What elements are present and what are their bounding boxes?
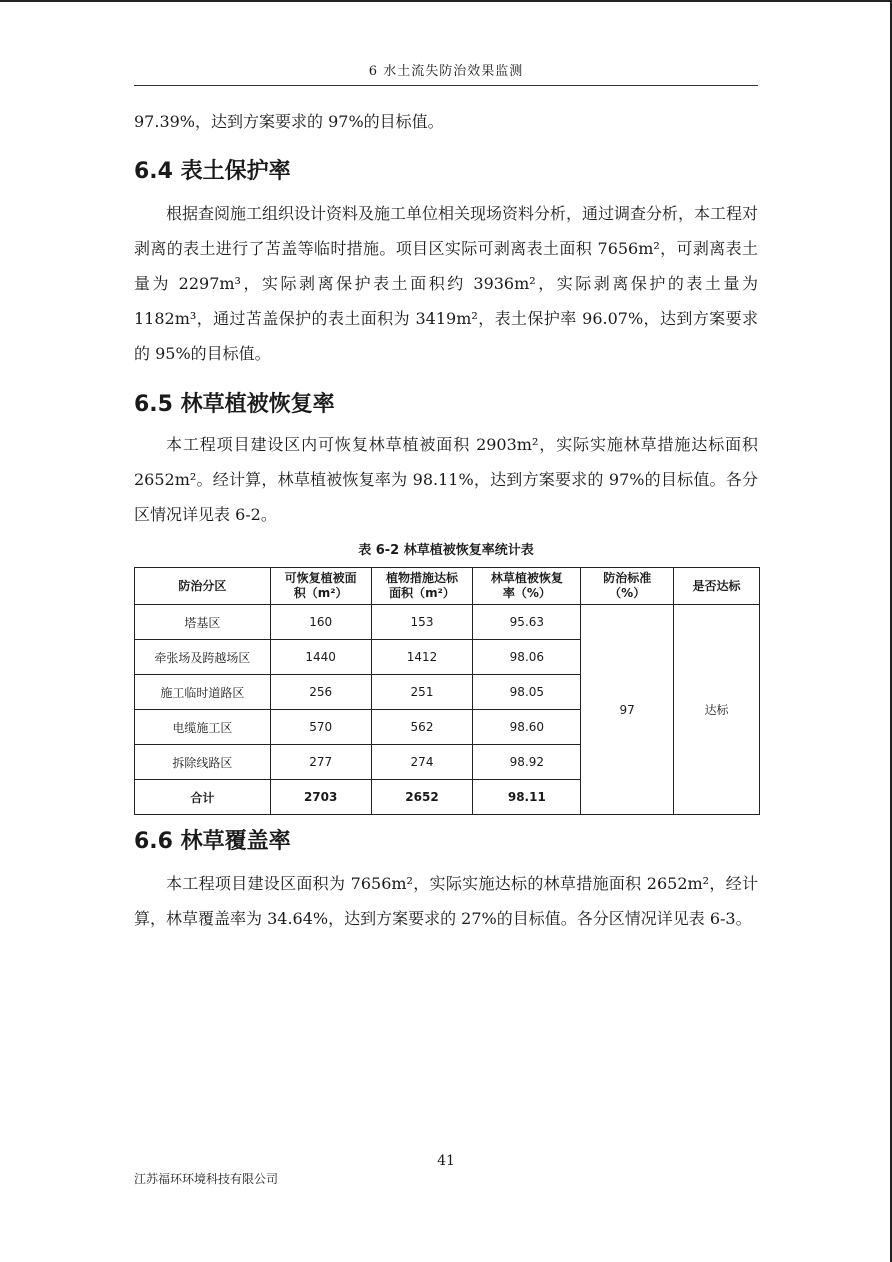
cell-rate: 98.92 [473,745,581,780]
header-standard-line2: （%） [609,586,646,600]
cell-restorable: 570 [270,710,371,745]
header-measure-area [371,568,473,605]
header-restorable-line1: 可恢复植被面 [284,571,357,585]
page-number: 41 [437,1153,455,1169]
section-6-4-body: 根据查阅施工组织设计资料及施工单位相关现场资料分析，通过调查分析，本工程对剥离的表土进行了苫盖等临时措施。项目区实际可剥离表土面积 7656m²，可剥离表土量为 2297m³，实际剥离保护表土面积约 3936m²，实际剥离保护的表土量为 1182m³，通过苫盖保护的表土面积为 3419m²，表土保护率 96.07%，达到方案要求的 95%的目标值。 [134,204,759,363]
cell-total-label: 合计 [135,780,271,815]
cell-zone: 施工临时道路区 [135,675,271,710]
cell-zone: 塔基区 [135,605,271,640]
cell-standard-value: 97 [581,605,674,815]
cell-restorable: 277 [270,745,371,780]
section-6-5-body: 本工程项目建设区内可恢复林草植被面积 2903m²，实际实施林草措施达标面积 2652m²。经计算，林草植被恢复率为 98.11%，达到方案要求的 97%的目标值。各分区情况详见表 6-2。 [134,435,758,524]
header-standard-line1: 防治标准 [603,571,652,585]
cell-total-restorable: 2703 [270,780,371,815]
section-6-6-heading: 6.6 林草覆盖率 [134,829,291,854]
cell-rate: 95.63 [473,605,581,640]
vegetation-restoration-table [134,567,760,815]
cell-measure: 153 [371,605,473,640]
section-6-6-body: 本工程项目建设区面积为 7656m²，实际实施达标的林草措施面积 2652m²，经计算，林草覆盖率为 34.64%，达到方案要求的 27%的目标值。各分区情况详见表 6-3。 [134,874,758,928]
cell-measure: 251 [371,675,473,710]
header-restorable-line2: 积（m²） [293,586,348,600]
cell-rate: 98.06 [473,640,581,675]
cell-measure: 562 [371,710,473,745]
header-title: 6 水土流失防治效果监测 [368,64,524,79]
intro-paragraph: 97.39%，达到方案要求的 97%的目标值。 [134,112,444,131]
cell-restorable: 256 [270,675,371,710]
page-header [134,60,758,86]
header-rate-line1: 林草植被恢复 [490,571,563,585]
cell-zone: 拆除线路区 [135,745,271,780]
cell-total-rate: 98.11 [473,780,581,815]
cell-zone: 牵张场及跨越场区 [135,640,271,675]
header-restorable-area [270,568,371,605]
cell-total-measure: 2652 [371,780,473,815]
page-border-top [0,0,892,2]
cell-reached-value: 达标 [674,605,760,815]
cell-restorable: 160 [270,605,371,640]
cell-zone: 电缆施工区 [135,710,271,745]
header-measure-line2: 面积（m²） [389,586,455,600]
section-6-5-heading: 6.5 林草植被恢复率 [134,392,335,417]
header-zone: 防治分区 [135,568,271,605]
cell-measure: 1412 [371,640,473,675]
cell-rate: 98.05 [473,675,581,710]
section-6-4-heading: 6.4 表土保护率 [134,159,291,184]
cell-restorable: 1440 [270,640,371,675]
table-header-row [135,568,760,605]
header-standard [581,568,674,605]
header-restoration-rate [473,568,581,605]
header-rate-line2: 率（%） [502,586,551,600]
header-measure-line1: 植物措施达标 [386,571,459,585]
table-row [135,605,760,640]
header-reached: 是否达标 [674,568,760,605]
table-caption: 表 6-2 林草植被恢复率统计表 [358,543,534,558]
footer-company: 江苏福环环境科技有限公司 [134,1172,279,1186]
cell-measure: 274 [371,745,473,780]
cell-rate: 98.60 [473,710,581,745]
